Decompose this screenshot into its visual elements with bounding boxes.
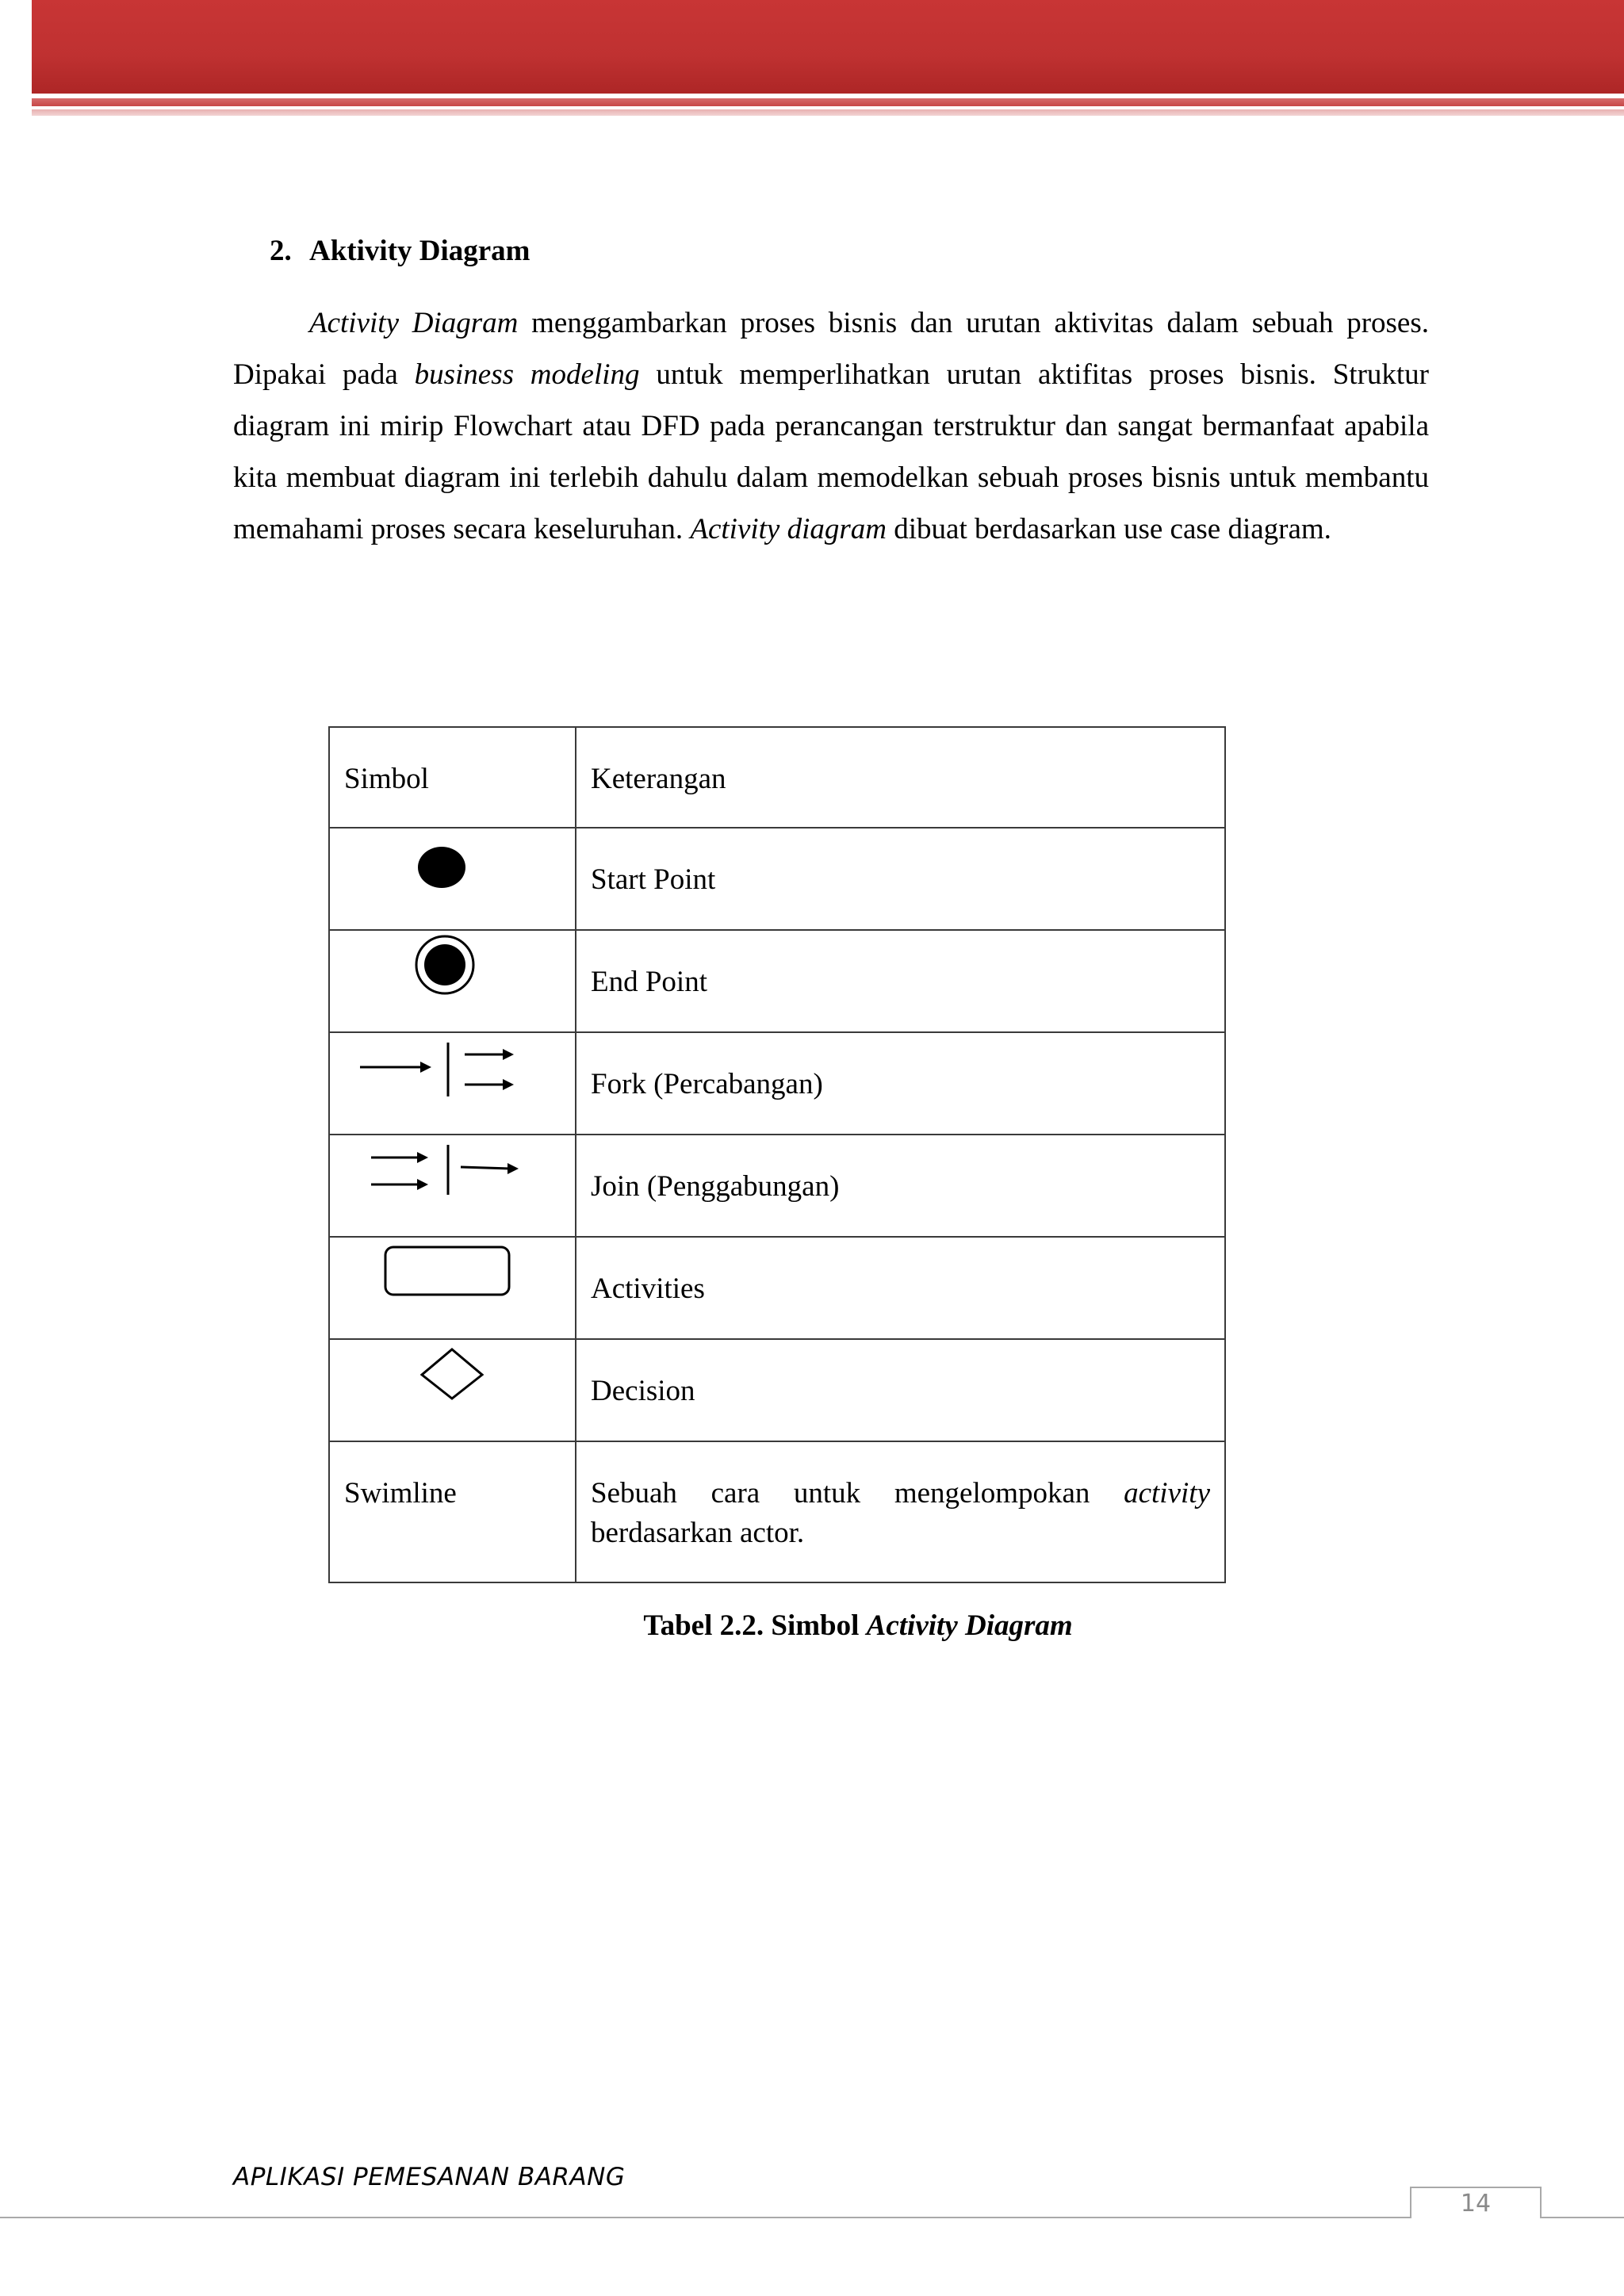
- desc-text: End Point: [591, 966, 707, 998]
- desc-text: Fork (Percabangan): [591, 1068, 823, 1100]
- desc-text: Decision: [591, 1375, 695, 1407]
- activity-icon: [330, 1238, 576, 1338]
- join-icon: [330, 1135, 576, 1236]
- desc-cell: [576, 1032, 1225, 1135]
- desc-text: [576, 1442, 1224, 1553]
- caption-label: Tabel 2.2. Simbol: [643, 1609, 867, 1642]
- desc-cell: [576, 1441, 1225, 1582]
- desc-cell: [576, 1237, 1225, 1339]
- footer-rule: [0, 2217, 1624, 2218]
- page-number: 14: [1410, 2187, 1542, 2218]
- section-number: 2.: [270, 235, 292, 267]
- symbol-cell: [329, 1135, 576, 1237]
- table-row: [329, 1441, 1225, 1582]
- swimline-desc-italic: activity: [1124, 1477, 1210, 1510]
- symbol-cell: [329, 828, 576, 930]
- symbol-table: [328, 726, 1226, 1583]
- symbol-cell: [329, 1237, 576, 1339]
- desc-text: Join (Penggabungan): [591, 1170, 840, 1203]
- symbol-cell: [329, 930, 576, 1032]
- footer-title: APLIKASI PEMESANAN BARANG: [233, 2163, 626, 2191]
- paragraph-text: untuk memperlihatkan urutan aktifitas proses bisnis. Struktur diagram ini mirip Flowchart atau DFD pada perancangan terstruktur dan sangat bermanfaat apabila kita membuat diagram ini terlebih dahulu dalam memodelkan sebuah proses bisnis untuk membantu memahami proses secara keseluruhan.: [233, 358, 1429, 545]
- section-title: Aktivity Diagram: [309, 235, 530, 267]
- paragraph-text: dibuat berdasarkan use case diagram.: [887, 513, 1331, 545]
- table-row: [329, 1237, 1225, 1339]
- desc-cell: [576, 1135, 1225, 1237]
- table-row: [329, 930, 1225, 1032]
- end-point-icon: [330, 931, 576, 1031]
- header-cell-simbol: [329, 727, 576, 828]
- caption-italic: Activity Diagram: [866, 1609, 1073, 1642]
- swimline-label: Swimline: [344, 1477, 457, 1510]
- desc-cell: [576, 1339, 1225, 1441]
- body-paragraph: [233, 297, 1429, 555]
- fork-icon: [330, 1033, 576, 1134]
- symbol-cell: [329, 1032, 576, 1135]
- table-row: [329, 1339, 1225, 1441]
- swimline-desc-part: berdasarkan actor.: [591, 1517, 805, 1549]
- swimline-desc-part: Sebuah cara untuk mengelompokan: [591, 1477, 1124, 1510]
- table-header-row: [329, 727, 1225, 828]
- table-caption: [0, 1606, 1624, 1646]
- desc-text: Start Point: [591, 863, 716, 896]
- header-cell-keterangan: [576, 727, 1225, 828]
- header-keterangan-label: Keterangan: [591, 763, 726, 795]
- start-point-icon: [330, 828, 576, 929]
- term-activity-diagram: Activity Diagram: [309, 307, 519, 339]
- table-row: [329, 828, 1225, 930]
- header-simbol-label: Simbol: [344, 763, 429, 795]
- desc-cell: [576, 828, 1225, 930]
- symbol-cell: [329, 1441, 576, 1582]
- header-rule-light: [32, 109, 1624, 116]
- symbol-cell: [329, 1339, 576, 1441]
- desc-cell: [576, 930, 1225, 1032]
- header-banner: [32, 0, 1624, 94]
- decision-icon: [330, 1340, 576, 1441]
- section-heading: [270, 232, 530, 271]
- table-row: [329, 1032, 1225, 1135]
- term-business-modeling: business modeling: [414, 358, 640, 391]
- paragraph-text: menggambarkan proses bisnis dan urutan aktivitas dalam sebuah proses. Dipakai pada: [233, 307, 1429, 391]
- term-activity-diagram-2: Activity diagram: [690, 513, 887, 545]
- desc-text: Activities: [591, 1272, 705, 1305]
- table-row: [329, 1135, 1225, 1237]
- header-rule-dark: [32, 98, 1624, 106]
